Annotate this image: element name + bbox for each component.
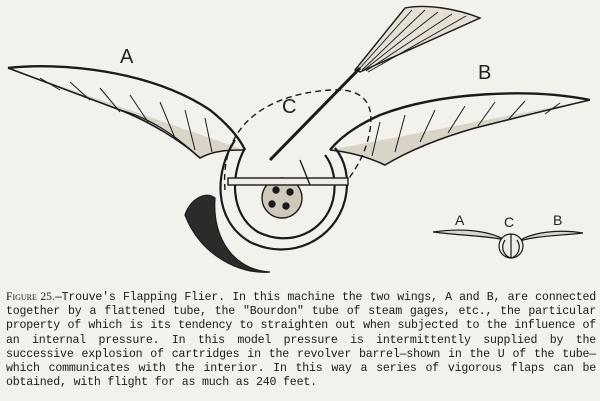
left-wing-a bbox=[8, 66, 245, 158]
figure-number: Figure 25. bbox=[6, 290, 55, 303]
tail-fan bbox=[355, 6, 480, 72]
label-wing-a: A bbox=[120, 46, 134, 68]
label-small-c: C bbox=[504, 214, 515, 230]
figure-caption bbox=[6, 290, 596, 390]
label-small-b: B bbox=[553, 212, 563, 228]
right-wing-b bbox=[330, 93, 590, 165]
label-small-a: A bbox=[455, 212, 465, 228]
small-inset-figure bbox=[433, 230, 583, 258]
label-wing-b: B bbox=[478, 62, 492, 84]
caption-text: —Trouve's Flapping Flier. In this machine the two wings, A and B, are connected together by a flattened tube, the "Bourdon" tube of steam gages, etc., the particular property of which is its tendency to straighten out when subjected to the influence of an internal pressure. In this model pressure is intermittently supplied by the successive explosion of cartridges in the revolver barrel—shown in the U of the tube—which communicates with the interior. In this way a series of vigorous flaps can be obtained, with flight for as much as 240 feet. bbox=[6, 291, 596, 390]
dashed-tube-outline-c bbox=[225, 90, 371, 190]
label-tube-c: C bbox=[282, 96, 297, 118]
keel bbox=[185, 195, 270, 272]
